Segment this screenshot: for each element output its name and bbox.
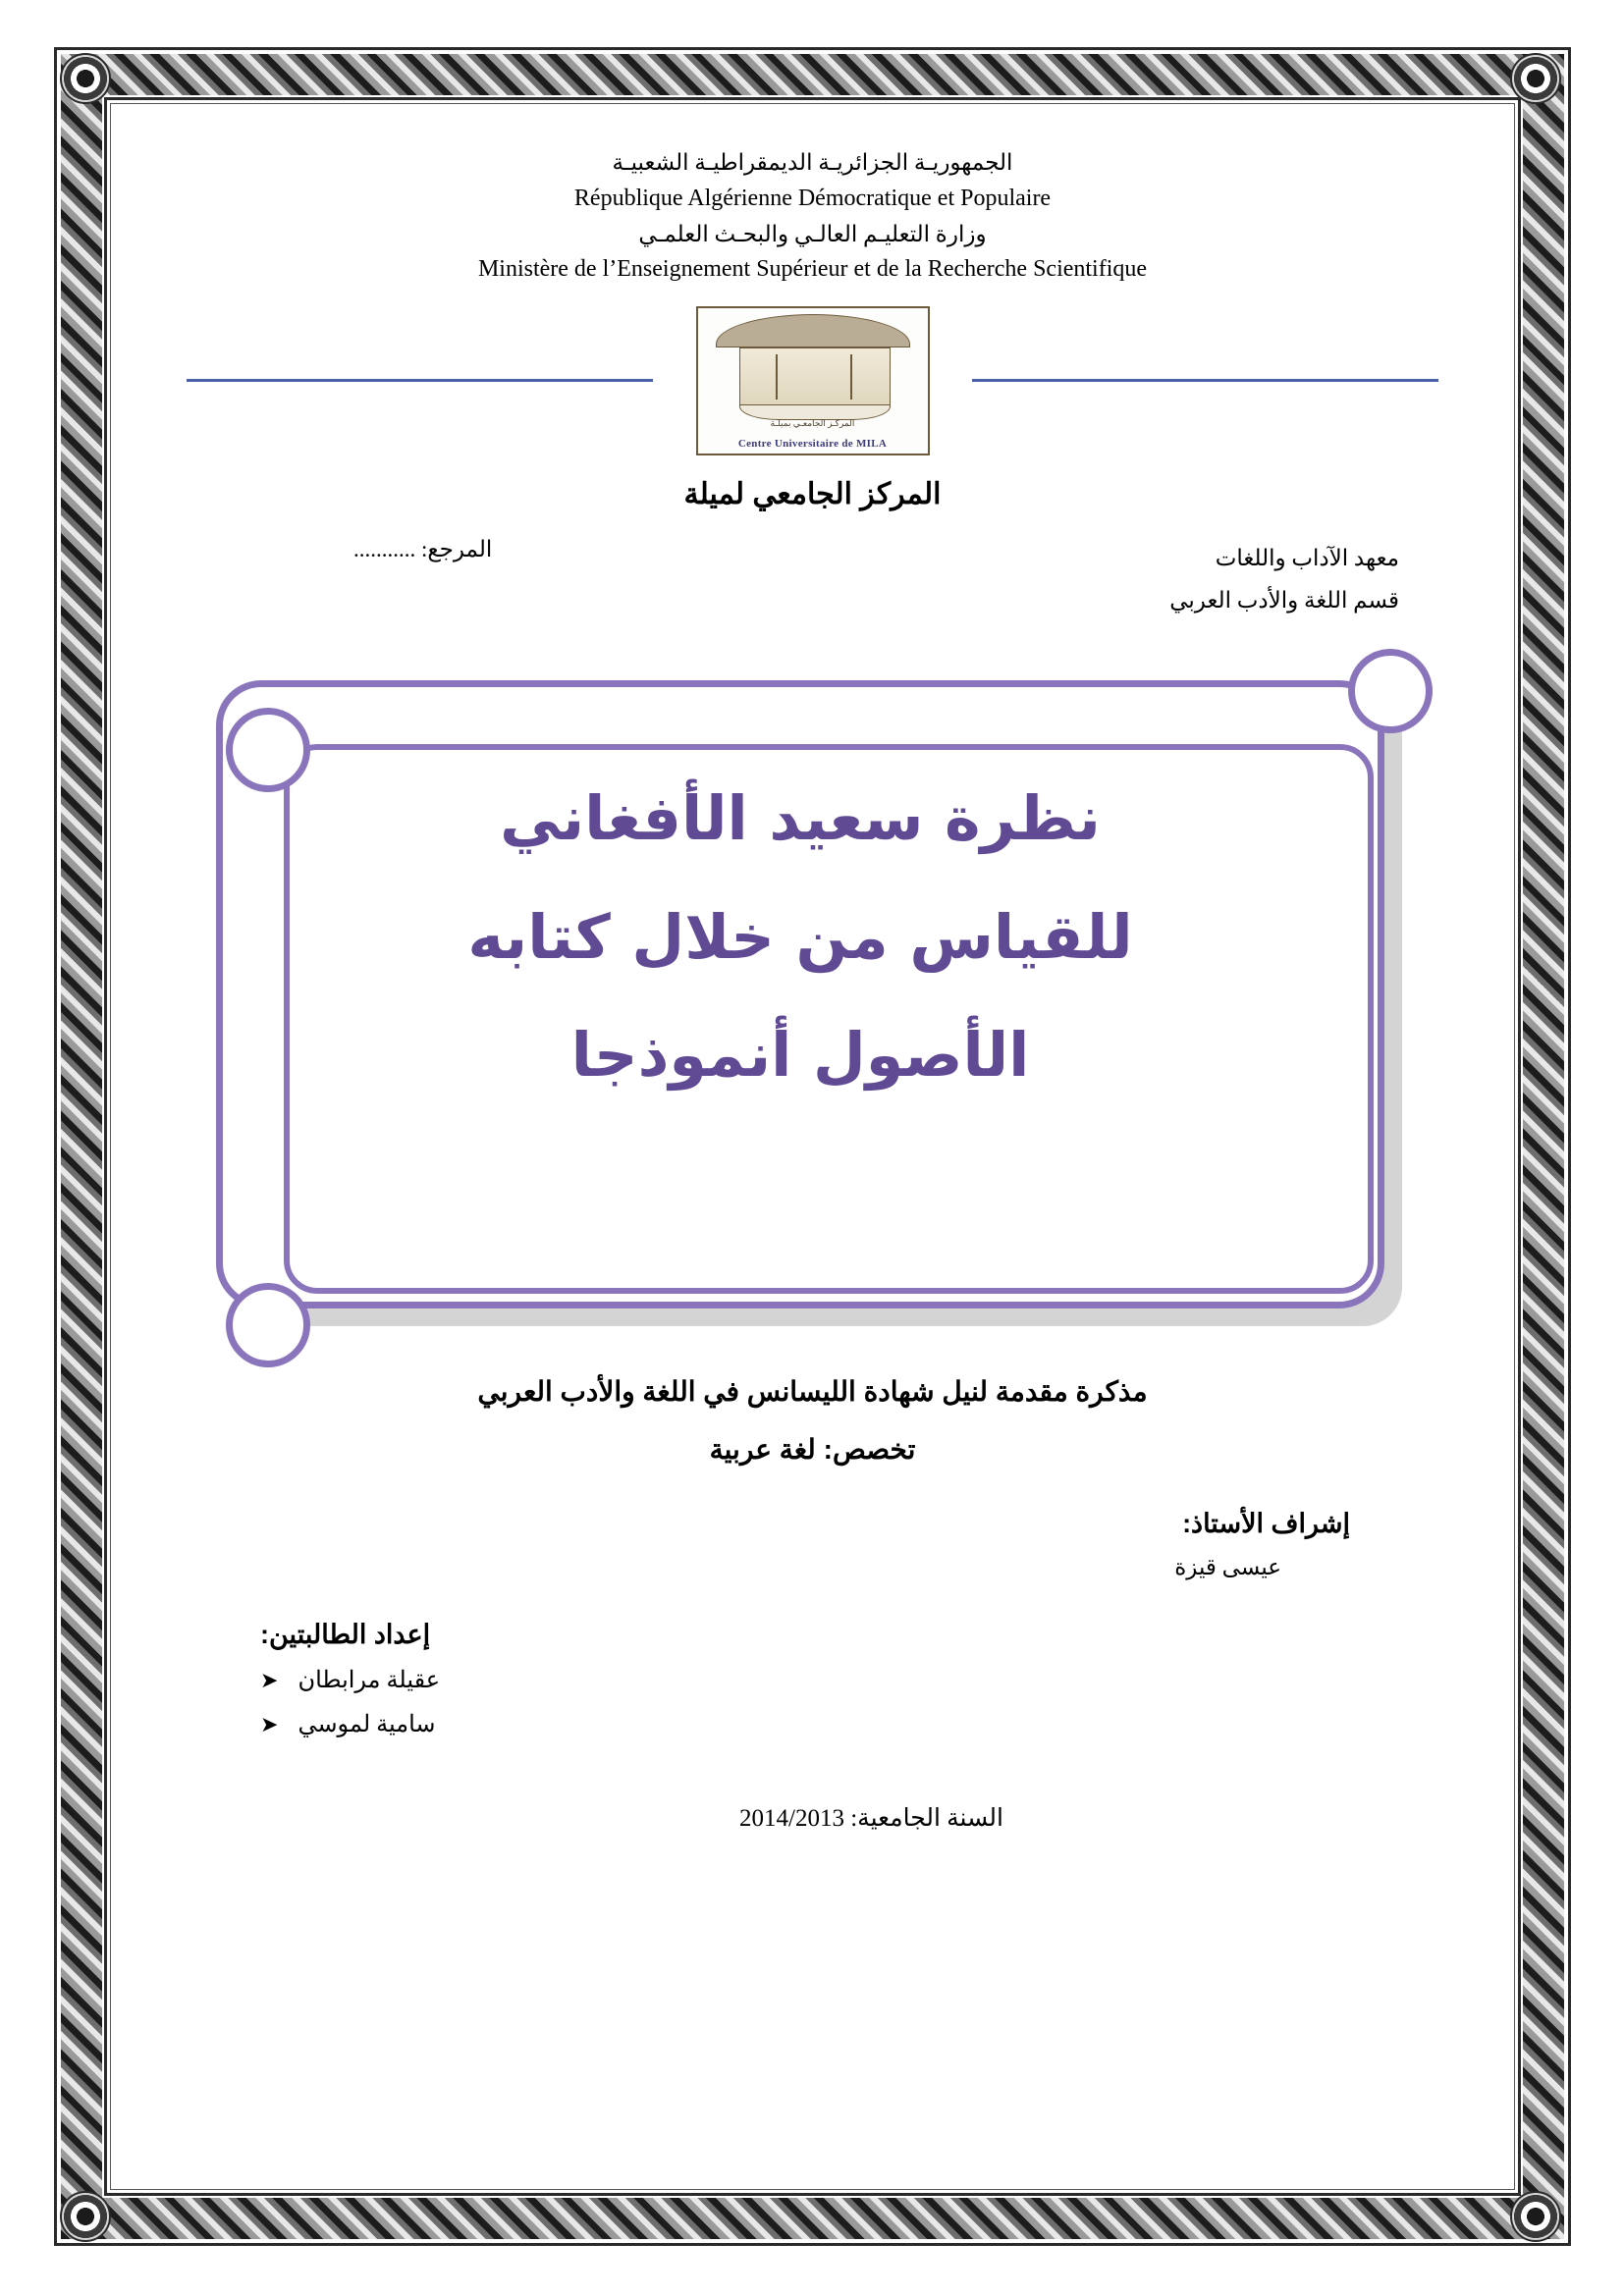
scroll-curl-icon (226, 708, 310, 792)
divider-rule-left (187, 379, 653, 382)
university-title: المركز الجامعي لميلة (683, 477, 942, 510)
student-name: سامية لموسي (298, 1711, 436, 1737)
student-name-item (260, 1666, 1497, 1694)
corner-medallion-icon (60, 53, 111, 104)
country-name-arabic: الجمهوريـة الجزائريـة الديمقراطيـة الشعبيـة (612, 150, 1013, 175)
ministry-name-arabic: وزارة التعليـم العالـي والبحـث العلمـي (638, 221, 987, 246)
page-content (128, 128, 1497, 2160)
arrow-bullet-icon: ➤ (260, 1711, 279, 1736)
academic-year: السنة الجامعية: 2014/2013 (739, 1804, 1003, 1832)
scroll-curl-icon (226, 1283, 310, 1367)
logo-book-shape (739, 347, 891, 406)
institutional-header (128, 145, 1497, 289)
institute-reference-row (128, 537, 1497, 631)
scroll-curl-icon (1348, 649, 1433, 733)
scroll-outer-border (216, 680, 1384, 1308)
specialty-statement: تخصص: لغة عربية (709, 1433, 916, 1465)
corner-medallion-icon (60, 2191, 111, 2242)
corner-medallion-icon (1510, 53, 1561, 104)
arrow-bullet-icon: ➤ (260, 1667, 279, 1692)
country-name-french: République Algérienne Démocratique et Populaire (573, 185, 1052, 211)
department-name: قسم اللغة والأدب العربي (1169, 588, 1399, 614)
degree-statement: مذكرة مقدمة لنيل شهادة الليسانس في اللغة والأدب العربي (477, 1375, 1148, 1407)
institute-name: معهد الآداب واللغات (1215, 545, 1399, 570)
logo-caption-french: Centre Universitaire de MILA (737, 437, 888, 450)
corner-medallion-icon (1510, 2191, 1561, 2242)
institute-department-block (1169, 537, 1399, 622)
thesis-title-line-1: نظرة سعيد الأفغاني (500, 781, 1101, 854)
student-name: عقيلة مرابطان (298, 1667, 441, 1693)
logo-row (128, 306, 1497, 450)
supervisor-name: عيسى قيزة (1174, 1554, 1281, 1579)
university-logo-icon (696, 306, 930, 455)
supervisor-block (128, 1509, 1497, 1580)
logo-caption-arabic: المركـز الجامعـي بميلـة (770, 417, 855, 428)
students-block (128, 1620, 1497, 1738)
student-name-item (260, 1710, 1497, 1738)
supervisor-label: إشراف الأستاذ: (1182, 1508, 1350, 1538)
students-label: إعداد الطالبتين: (260, 1619, 431, 1649)
divider-rule-right (972, 379, 1438, 382)
thesis-title (223, 760, 1378, 1116)
ministry-name-french: Ministère de l’Enseignement Supérieur et de la Recherche Scientifique (477, 256, 1148, 283)
thesis-title-line-3: الأصول أنموذجا (570, 1019, 1030, 1092)
logo-arch-shape (716, 314, 910, 347)
title-scroll-box (196, 665, 1429, 1352)
thesis-title-line-2: للقياس من خلال كتابه (467, 900, 1133, 973)
reference-number: المرجع: ........... (353, 536, 493, 561)
